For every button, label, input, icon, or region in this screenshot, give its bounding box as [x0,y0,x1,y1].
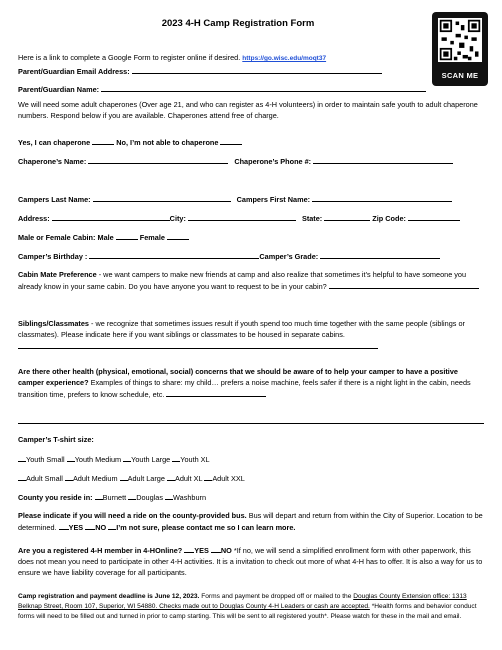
tshirt-option: Youth Large [131,455,171,464]
address-field[interactable] [52,213,170,221]
bus-unsure-field[interactable] [108,522,116,530]
tshirt-label-row [18,435,94,446]
camper-name-row [18,194,452,206]
health-question: Are there other health (physical, emotional, social) concerns that we should be aware of to help your camper to have a positive camper experience? [18,367,458,387]
camper-last-name-field[interactable] [93,194,231,202]
bus-no-label: NO [95,522,107,532]
adult-large-field[interactable] [120,473,128,481]
chaperone-name-field[interactable] [88,156,228,164]
tshirt-option: Adult XL [174,474,203,483]
tshirt-option: Youth Small [26,455,65,464]
tshirt-option: Youth XL [180,455,210,464]
birthday-label: Camper’s Birthday : [18,252,88,261]
zip-label: Zip Code: [372,214,406,223]
douglas-field[interactable] [128,492,136,500]
google-form-link[interactable]: https://go.wisc.edu/moqt37 [242,55,327,62]
chaperone-no-label: No, I’m not able to chaperone [116,138,219,147]
birthday-grade-row [18,251,440,263]
parent-email-row [18,66,382,78]
tshirt-label: Camper’s T-shirt size: [18,435,94,444]
tshirt-adult-row [18,473,245,485]
tshirt-option: Adult Large [127,474,165,483]
adult-xl-field[interactable] [167,473,175,481]
camper-last-name-label: Campers Last Name: [18,195,91,204]
chaperone-name-label: Chaperone’s Name: [18,157,87,166]
chaperone-paragraph: We will need some adult chaperones (Over age 21, and who can register as 4-H volunteers) in order to maintain safe youth to adult chaperone numbers. Respond below if you are available. Chaperones attend free of charge. [18,100,478,120]
tshirt-option: Adult Medium [72,474,118,483]
parent-email-field[interactable] [132,66,382,74]
washburn-field[interactable] [165,492,173,500]
camper-first-name-field[interactable] [312,194,452,202]
tshirt-youth-row [18,454,210,466]
chaperone-yes-field[interactable] [92,137,114,145]
zip-field[interactable] [408,213,460,221]
health-field[interactable] [166,389,266,397]
county-option: Washburn [173,493,207,502]
state-field[interactable] [324,213,370,221]
health-answer-line[interactable] [18,423,484,424]
health-examples: Examples of things to share: my child… prefers a noise machine, feels safer if there is a night light in the cabin, needs transition time, prefers to know schedule, etc. [18,377,471,399]
bus-yes-field[interactable] [59,522,69,530]
bus-yes-label: YES [68,522,84,532]
cabin-mate-text: - we want campers to make new friends at camp and also realize that sometimes it’s helpful to have someone you already know in your same cabin. Do you have anyone you want to request to be in your cabin? [18,270,467,291]
bus-details: Bus will depart and return from within the City of Superior. Location to be determined. [18,511,483,532]
extension-office-address[interactable]: Douglas County Extension office: 1313 Belknap Street, Room 107, Superior, WI 54880. Checks made out to Douglas County 4-H Leaders or cash are accepted. [18,593,467,610]
adult-medium-field[interactable] [65,473,73,481]
tshirt-option: Adult Small [26,474,63,483]
deadline-forms-note: *Health forms and behavior conduct forms will need to be filled out and turned in prior to camp starting. This will be sent to all registered youth*. Please watch for these in the mail and email. [18,602,477,620]
address-row [18,213,460,225]
tshirt-option: Adult XXL [212,474,245,483]
siblings-heading: Siblings/Classmates [18,319,89,328]
chaperone-phone-label: Chaperone’s Phone #: [234,157,312,166]
youth-large-field[interactable] [123,454,131,462]
bus-question: Please indicate if you will need a ride on the county-provided bus. [18,511,247,520]
burnett-field[interactable] [95,492,103,500]
tshirt-option: Youth Medium [74,455,122,464]
page-title: 2023 4-H Camp Registration Form [161,18,315,29]
bus-paragraph [18,511,484,534]
deadline-text: Forms and payment be dropped off or mailed to the [199,593,354,600]
cabin-male-field[interactable] [116,232,138,240]
siblings-text: - we recognize that sometimes issues result if youth spend too much time together with the same people (siblings or classmates). Please indicate here if you want siblings or classmates to be housed in separate cabins. [18,319,465,339]
cabin-row [18,232,189,244]
member-no-label: NO [220,546,232,555]
county-option: Burnett [102,493,127,502]
youth-medium-field[interactable] [67,454,75,462]
parent-name-row [18,84,426,96]
grade-field[interactable] [320,251,440,259]
parent-email-label: Parent/Guardian Email Address: [18,67,130,76]
county-row [18,492,206,504]
parent-name-field[interactable] [101,84,426,92]
chaperone-no-field[interactable] [220,137,242,145]
cabin-male-label: Male [97,233,114,242]
intro-line [18,53,326,64]
member-yes-label: YES [194,546,209,555]
bus-unsure-label: I’m not sure, please contact me so I can learn more. [116,522,296,532]
member-no-field[interactable] [211,545,221,553]
bus-no-field[interactable] [85,522,95,530]
member-question: Are you a registered 4-H member in 4-HOnline? [18,546,183,555]
cabin-female-field[interactable] [167,232,189,240]
siblings-paragraph [18,319,484,353]
address-label: Address: [18,214,50,223]
county-option: Douglas [136,493,163,502]
health-paragraph [18,367,484,401]
chaperone-yes-label: Yes, I can chaperone [18,138,91,147]
member-yes-field[interactable] [184,545,194,553]
city-field[interactable] [188,213,296,221]
deadline-paragraph [18,592,484,622]
cabin-mate-heading: Cabin Mate Preference [18,270,97,279]
camper-first-name-label: Campers First Name: [236,195,311,204]
member-paragraph [18,545,484,579]
siblings-field[interactable] [18,341,378,349]
member-details: *If no, we will send a simplified enrollment form with other paperwork, this does not mean you need to participate in other 4-H activities. It is a invitation to check out more of what 4-H has to offer. It is also a way for us to ensure we have liability coverage for all participants. [18,546,483,577]
qr-code-icon [438,18,482,62]
cabin-label: Male or Female Cabin: [18,233,96,242]
adult-small-field[interactable] [18,473,26,481]
parent-name-label: Parent/Guardian Name: [18,85,100,94]
cabin-mate-field[interactable] [329,281,479,289]
deadline-heading: Camp registration and payment deadline is June 12, 2023. [18,593,200,600]
qr-code[interactable] [432,12,488,86]
intro-text: Here is a link to complete a Google Form to register online if desired. [18,53,241,62]
state-label: State: [301,214,323,223]
cabin-mate-paragraph [18,270,484,293]
chaperone-contact-row [18,156,453,168]
chaperone-availability-row [18,137,242,149]
scan-me-label: SCAN ME [441,70,479,80]
cabin-female-label: Female [139,233,165,242]
city-label: City: [169,214,186,223]
youth-small-field[interactable] [18,454,26,462]
birthday-field[interactable] [89,251,259,259]
chaperone-phone-field[interactable] [313,156,453,164]
grade-label: Camper’s Grade: [259,252,319,261]
county-label: County you reside in: [18,493,93,502]
